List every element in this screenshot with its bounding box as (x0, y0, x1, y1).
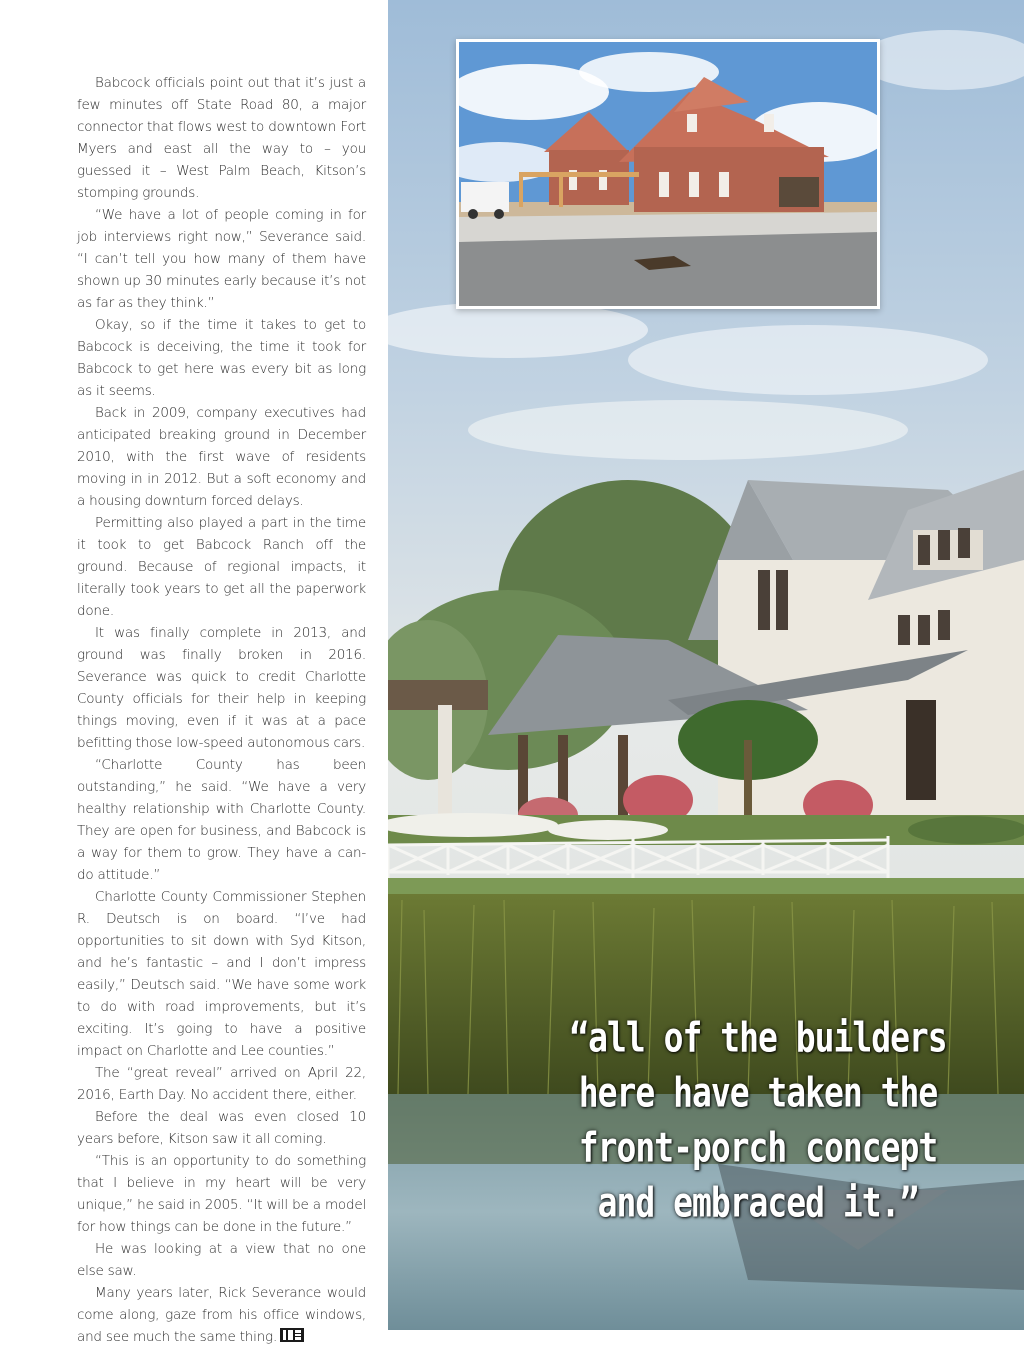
pull-quote: “all of the builders here have taken the front-porch concept and embraced it.” (569, 1012, 947, 1227)
paragraph-last-text: Many years later, Rick Severance would come along, gaze from his office windows, and see much the same thing. (77, 1285, 366, 1345)
paragraph: “We have a lot of people coming in for job interviews right now,” Severance said. “I can’t tell you how many of them have shown up 30 minutes early because it’s not as far as they think.” (77, 207, 366, 311)
article-body (77, 72, 366, 1348)
paragraph: “Charlotte County has been outstanding,” he said. “We have a very healthy relationship with Charlotte County. They are open for business, and Babcock is a way for them to grow. They have a can-do attitude.” (77, 757, 366, 883)
paragraph: Before the deal was even closed 10 years before, Kitson saw it all coming. (77, 1109, 366, 1147)
paragraph: It was finally complete in 2013, and ground was finally broken in 2016. Severance was quick to credit Charlotte County officials for their help in keeping things moving, even if it was at a pace befitting those low-speed autonomous cars. (77, 625, 366, 751)
inset-photo-construction (456, 39, 880, 309)
text-column (0, 0, 388, 1345)
paragraph: Charlotte County Commissioner Stephen R. Deutsch is on board. “I’ve had opportunities to sit down with Syd Kitson, and he’s fantastic – and I don’t impress easily,” Deutsch said. “We have some work to do with road improvements, but it’s exciting. It’s going to have a positive impact on Charlotte and Lee counties.” (77, 889, 366, 1059)
paragraph: Back in 2009, company executives had anticipated breaking ground in December 2010, with the first wave of residents moving in in 2012. But a soft economy and a housing downturn forced delays. (77, 405, 366, 509)
paragraph: Okay, so if the time it takes to get to Babcock is deceiving, the time it took for Babcock to get here was every bit as long as it seems. (77, 317, 366, 399)
paragraph: Permitting also played a part in the time it took to get Babcock Ranch off the ground. Because of regional impacts, it literally took years to get all the paperwork done. (77, 515, 366, 619)
paragraph: The “great reveal” arrived on April 22, 2016, Earth Day. No accident there, either. (77, 1065, 366, 1103)
paragraph: “This is an opportunity to do something that I believe in my heart will be very unique,” he said in 2005. “It will be a model for how things can be done in the future.” (77, 1153, 366, 1235)
paragraph: He was looking at a view that no one else saw. (77, 1241, 366, 1279)
paragraph: Babcock officials point out that it’s just a few minutes off State Road 80, a major connector that flows west to downtown Fort Myers and east all the way to – you guessed it – West Palm Beach, Kitson’s stomping grounds. (77, 75, 366, 201)
construction-house-illustration (459, 42, 877, 306)
end-of-article-logo-icon (280, 1328, 304, 1342)
paragraph-last (77, 1282, 366, 1348)
